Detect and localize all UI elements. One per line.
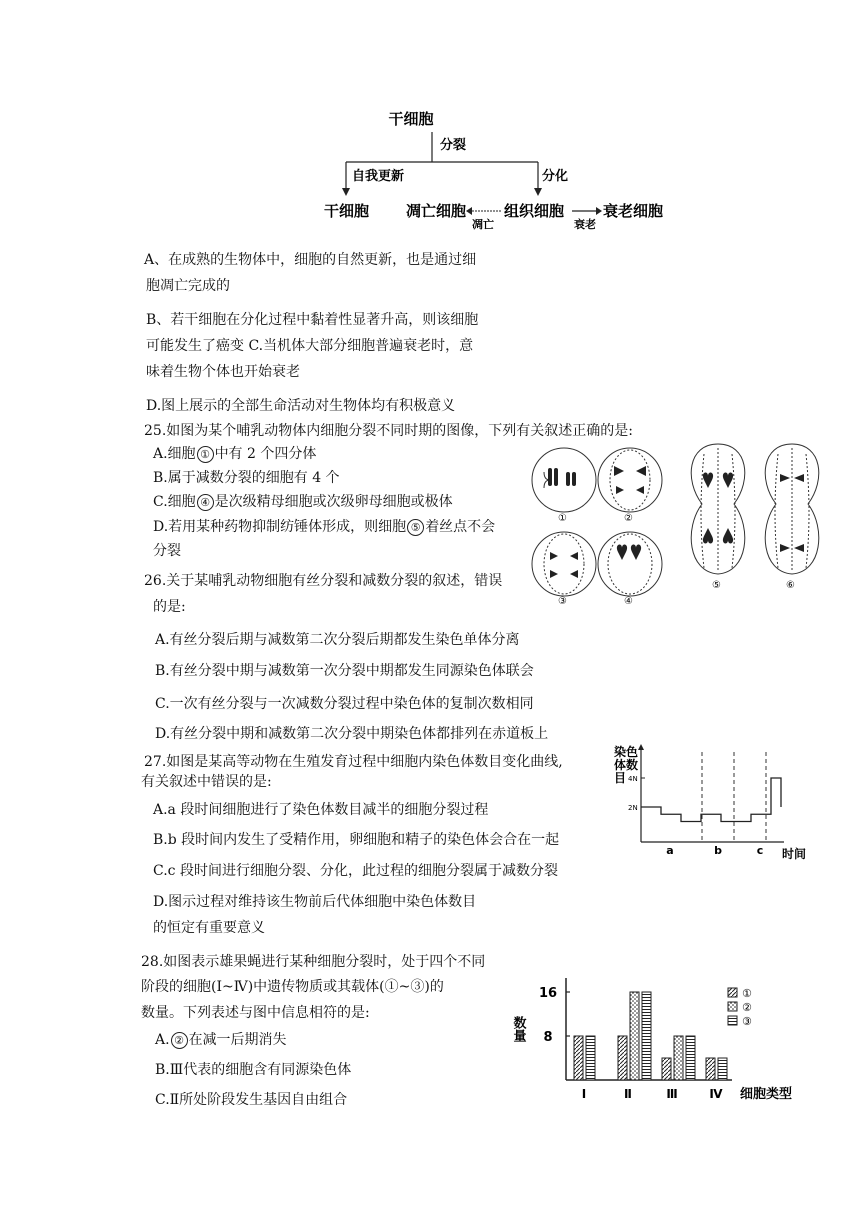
chart2-bar xyxy=(674,1036,683,1080)
q27-option-a: A.a 段时间细胞进行了染色体数目减半的细胞分裂过程 xyxy=(153,802,489,818)
chart1-ylabel-line: 目 xyxy=(614,771,627,785)
chart2-legend-label: ② xyxy=(742,1001,752,1014)
chart2-legend-label: ① xyxy=(742,987,752,1000)
q24-option-b-line3: 味着生物个体也开始衰老 xyxy=(146,364,300,380)
diagram-diff-label: 分化 xyxy=(542,169,569,184)
q25-option-d-line1: D.若用某种药物抑制纺锤体形成，则细胞 ⑤ 着丝点不会 xyxy=(153,519,496,535)
cell-label-1: ① xyxy=(558,513,567,524)
cell-label-2: ② xyxy=(624,513,633,524)
chart2-bar xyxy=(706,1058,715,1080)
q25-option-c: C.细胞 ④ 是次级精母细胞或次级卵母细胞或极体 xyxy=(153,494,453,510)
q26-option-b: B.有丝分裂中期与减数第一次分裂中期都发生同源染色体联会 xyxy=(155,663,534,679)
chart2-legend-swatch xyxy=(728,1016,737,1025)
q28-option-b: B.Ⅲ代表的细胞含有同源染色体 xyxy=(155,1062,352,1078)
chart2-bar xyxy=(718,1058,727,1080)
cell-label-3: ③ xyxy=(558,596,567,607)
cell-label-5: ⑤ xyxy=(712,580,721,591)
diagram-aging: 衰老细胞 xyxy=(603,202,664,220)
q24-option-b-line2: 可能发生了癌变 C.当机体大部分细胞普遍衰老时，意 xyxy=(146,338,474,354)
cell-1 xyxy=(532,448,596,512)
q24-option-a-line1: A、在成熟的生物体中，细胞的自然更新，也是通过细 xyxy=(144,252,477,268)
chart2-bar xyxy=(642,992,651,1080)
q25-option-d-line2: 分裂 xyxy=(153,543,181,559)
diagram-top: 干细胞 xyxy=(388,110,434,128)
chart2-y-tick-label: 8 xyxy=(543,1030,553,1045)
chart2-bar xyxy=(586,1036,595,1080)
diagram-split-label: 分裂 xyxy=(440,138,467,153)
chart2-legend-swatch xyxy=(728,1002,737,1011)
cell-type-bar-chart xyxy=(510,972,816,1104)
q26-stem-line2: 的是: xyxy=(153,599,186,615)
chart1-y-tick-label: 2N xyxy=(628,804,638,812)
chart2-ylabel: 数量 xyxy=(510,1016,526,1042)
q27-option-c: C.c 段时间进行细胞分裂、分化，此过程的细胞分裂属于减数分裂 xyxy=(153,863,558,879)
chart1-segment-label: c xyxy=(756,844,764,857)
diagram-aging-arrow: 衰老 xyxy=(574,218,596,231)
cell-3 xyxy=(532,532,596,596)
q28-option-c: C.Ⅱ所处阶段发生基因自由组合 xyxy=(155,1092,348,1108)
q26-option-c: C.一次有丝分裂与一次减数分裂过程中染色体的复制次数相同 xyxy=(155,696,534,712)
q28-stem-line3: 数量。下列表述与图中信息相符的是: xyxy=(141,1005,370,1021)
q27-option-d-line2: 的恒定有重要意义 xyxy=(153,920,265,936)
chromosome-count-chart xyxy=(606,742,816,864)
cell-3-chromosomes xyxy=(550,552,578,578)
circled-number: ② xyxy=(171,1032,188,1049)
chart1-segment-label: a xyxy=(666,844,674,857)
circled-number: ① xyxy=(197,446,214,463)
chart2-category-label: Ⅰ xyxy=(581,1087,587,1101)
chart1-ylabel-line: 染色 xyxy=(614,745,639,759)
chart2-category-label: Ⅱ xyxy=(624,1087,632,1101)
chart2-xlabel: 细胞类型 xyxy=(740,1087,793,1102)
chart1-segment-label: b xyxy=(714,844,722,857)
q28-stem-line2: 阶段的细胞(Ⅰ~Ⅳ)中遗传物质或其载体(①~③)的 xyxy=(141,979,444,995)
chart1-y-tick-label: 4N xyxy=(628,775,638,783)
q24-option-a-line2: 胞凋亡完成的 xyxy=(146,278,230,294)
q27-stem-line1: 27.如图是某高等动物在生殖发育过程中细胞内染色体数目变化曲线, xyxy=(144,754,563,770)
q28-stem-line1: 28.如图表示雄果蝇进行某种细胞分裂时，处于四个不同 xyxy=(141,954,486,970)
q25-option-b: B.属于减数分裂的细胞有 4 个 xyxy=(153,470,340,486)
cell-1-chromosomes xyxy=(548,468,576,486)
circled-number: ④ xyxy=(197,494,214,511)
q24-option-d: D.图上展示的全部生命活动对生物体均有积极意义 xyxy=(146,398,456,414)
q25-option-a: A.细胞 ① 中有 2 个四分体 xyxy=(153,446,317,462)
chart2-bar xyxy=(686,1036,695,1080)
cell-label-4: ④ xyxy=(624,596,633,607)
cell-label-6: ⑥ xyxy=(786,580,795,591)
cell-division-figure xyxy=(528,440,844,605)
chart2-bar xyxy=(574,1036,583,1080)
q26-option-a: A.有丝分裂后期与减数第二次分裂后期都发生染色单体分离 xyxy=(155,632,520,648)
cell-4-chromosomes xyxy=(617,545,641,560)
q24-option-b-line1: B、若干细胞在分化过程中黏着性显著升高，则该细胞 xyxy=(146,312,479,328)
q27-option-b: B.b 段时间内发生了受精作用，卵细胞和精子的染色体会合在一起 xyxy=(153,832,560,848)
chart2-bar xyxy=(630,992,639,1080)
chart1-ylabel-line: 体数 xyxy=(614,758,639,772)
q27-option-d-line1: D.图示过程对维持该生物前后代体细胞中染色体数目 xyxy=(153,894,477,910)
q27-stem-line2: 有关叙述中错误的是: xyxy=(141,774,272,790)
diagram-tissue: 组织细胞 xyxy=(504,202,565,220)
q26-stem-line1: 26.关于某哺乳动物细胞有丝分裂和减数分裂的叙述，错误 xyxy=(144,573,503,589)
stem-cell-diagram xyxy=(320,104,670,234)
diagram-self-renew: 自我更新 xyxy=(352,169,405,184)
chart2-category-label: Ⅲ xyxy=(666,1087,678,1101)
chart2-bar xyxy=(618,1036,627,1080)
chart2-legend-label: ③ xyxy=(742,1015,752,1028)
chart2-category-label: Ⅳ xyxy=(709,1087,723,1101)
diagram-apoptotic: 凋亡细胞 xyxy=(406,202,467,220)
chart2-legend-swatch xyxy=(728,988,737,997)
diagram-stem: 干细胞 xyxy=(324,202,370,220)
chart2-bar xyxy=(662,1058,671,1080)
chart2-y-tick-label: 16 xyxy=(538,986,558,1001)
chart1-series-line xyxy=(641,778,781,822)
chart1-xlabel: 时间 xyxy=(782,847,807,861)
circled-number: ⑤ xyxy=(407,519,424,536)
q28-option-a: A. ② 在减一后期消失 xyxy=(155,1032,287,1048)
diagram-apoptosis-arrow: 凋亡 xyxy=(472,218,494,231)
q25-stem: 25.如图为某个哺乳动物体内细胞分裂不同时期的图像，下列有关叙述正确的是: xyxy=(144,423,633,439)
q26-option-d: D.有丝分裂中期和减数第二次分裂中期染色体都排列在赤道板上 xyxy=(155,726,549,742)
cell-2 xyxy=(598,448,662,512)
cell-2-chromosomes xyxy=(614,466,646,494)
